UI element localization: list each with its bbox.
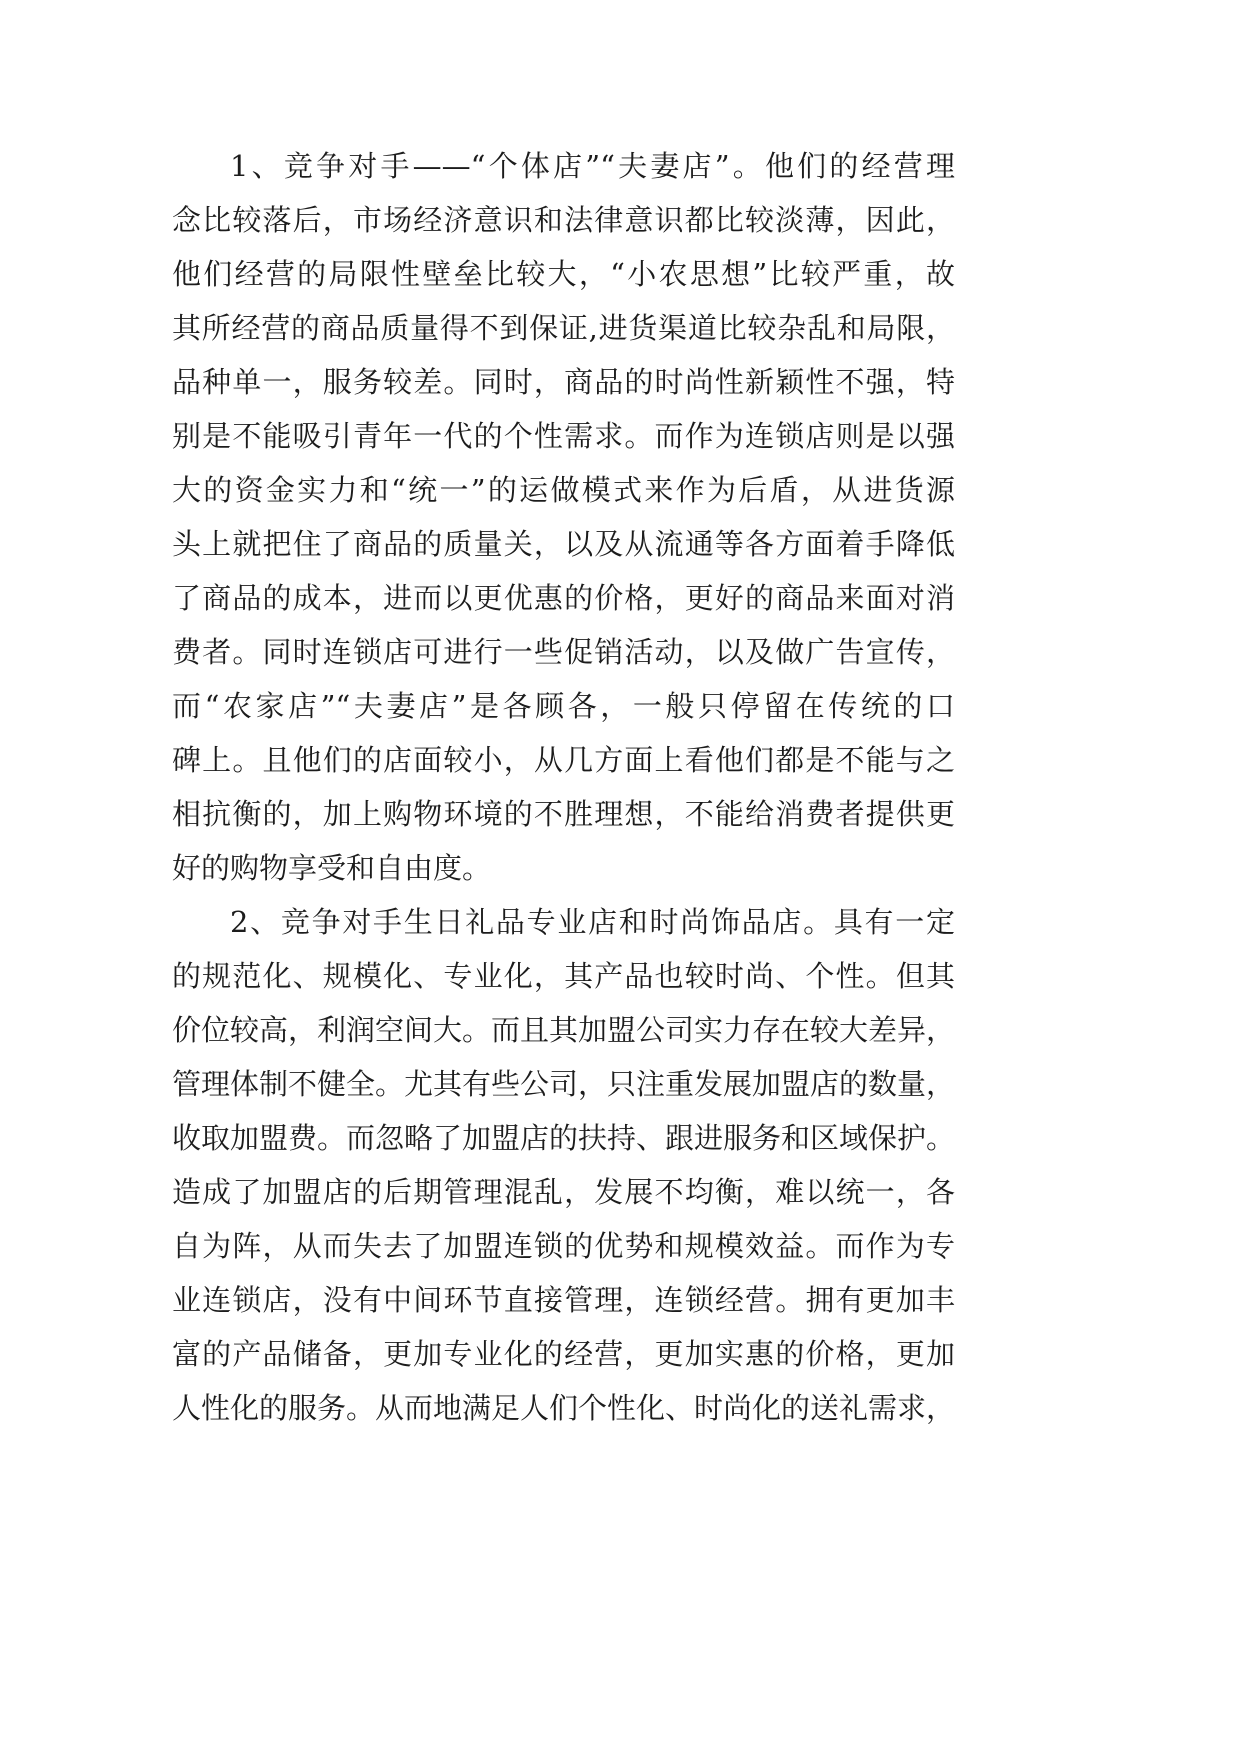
text-line: 相抗衡的，加上购物环境的不胜理想，不能给消费者提供更	[172, 797, 955, 831]
text-line: 碑上。且他们的店面较小，从几方面上看他们都是不能与之	[172, 743, 955, 777]
paragraph-2	[172, 895, 955, 1435]
text-line: 收取加盟费。而忽略了加盟店的扶持、跟进服务和区域保护。	[172, 1121, 956, 1155]
text-line: 而“农家店”“夫妻店”是各顾各，一般只停留在传统的口	[172, 689, 955, 723]
text-line: 他们经营的局限性壁垒比较大，“小农思想”比较严重，故	[172, 257, 955, 291]
text-line: 念比较落后，市场经济意识和法律意识都比较淡薄，因此，	[172, 203, 955, 237]
text-line: 富的产品储备，更加专业化的经营，更加实惠的价格，更加	[172, 1337, 955, 1371]
text-line: 造成了加盟店的后期管理混乱，发展不均衡，难以统一，各	[172, 1175, 955, 1209]
document-body	[172, 139, 955, 1435]
text-line: 的规范化、规模化、专业化，其产品也较时尚、个性。但其	[172, 959, 955, 993]
text-line: 费者。同时连锁店可进行一些促销活动，以及做广告宣传，	[172, 635, 955, 669]
text-line: 自为阵，从而失去了加盟连锁的优势和规模效益。而作为专	[172, 1229, 955, 1263]
text-line: 了商品的成本，进而以更优惠的价格，更好的商品来面对消	[172, 581, 955, 615]
text-line: 2、竞争对手生日礼品专业店和时尚饰品店。具有一定	[230, 905, 955, 939]
text-line: 头上就把住了商品的质量关，以及从流通等各方面着手降低	[172, 527, 955, 561]
paragraph-1	[172, 139, 955, 895]
text-line: 价位较高，利润空间大。而且其加盟公司实力存在较大差异，	[172, 1013, 956, 1047]
text-line: 好的购物享受和自由度。	[172, 851, 492, 885]
text-line: 别是不能吸引青年一代的个性需求。而作为连锁店则是以强	[172, 419, 955, 453]
text-line: 其所经营的商品质量得不到保证,进货渠道比较杂乱和局限，	[172, 311, 955, 345]
text-line: 品种单一，服务较差。同时，商品的时尚性新颖性不强，特	[172, 365, 955, 399]
text-line: 人性化的服务。从而地满足人们个性化、时尚化的送礼需求，	[172, 1391, 956, 1425]
text-line: 管理体制不健全。尤其有些公司，只注重发展加盟店的数量，	[172, 1067, 956, 1101]
text-line: 1、竞争对手——“个体店”“夫妻店”。他们的经营理	[230, 149, 955, 183]
text-line: 大的资金实力和“统一”的运做模式来作为后盾，从进货源	[172, 473, 955, 507]
text-line: 业连锁店，没有中间环节直接管理，连锁经营。拥有更加丰	[172, 1283, 955, 1317]
